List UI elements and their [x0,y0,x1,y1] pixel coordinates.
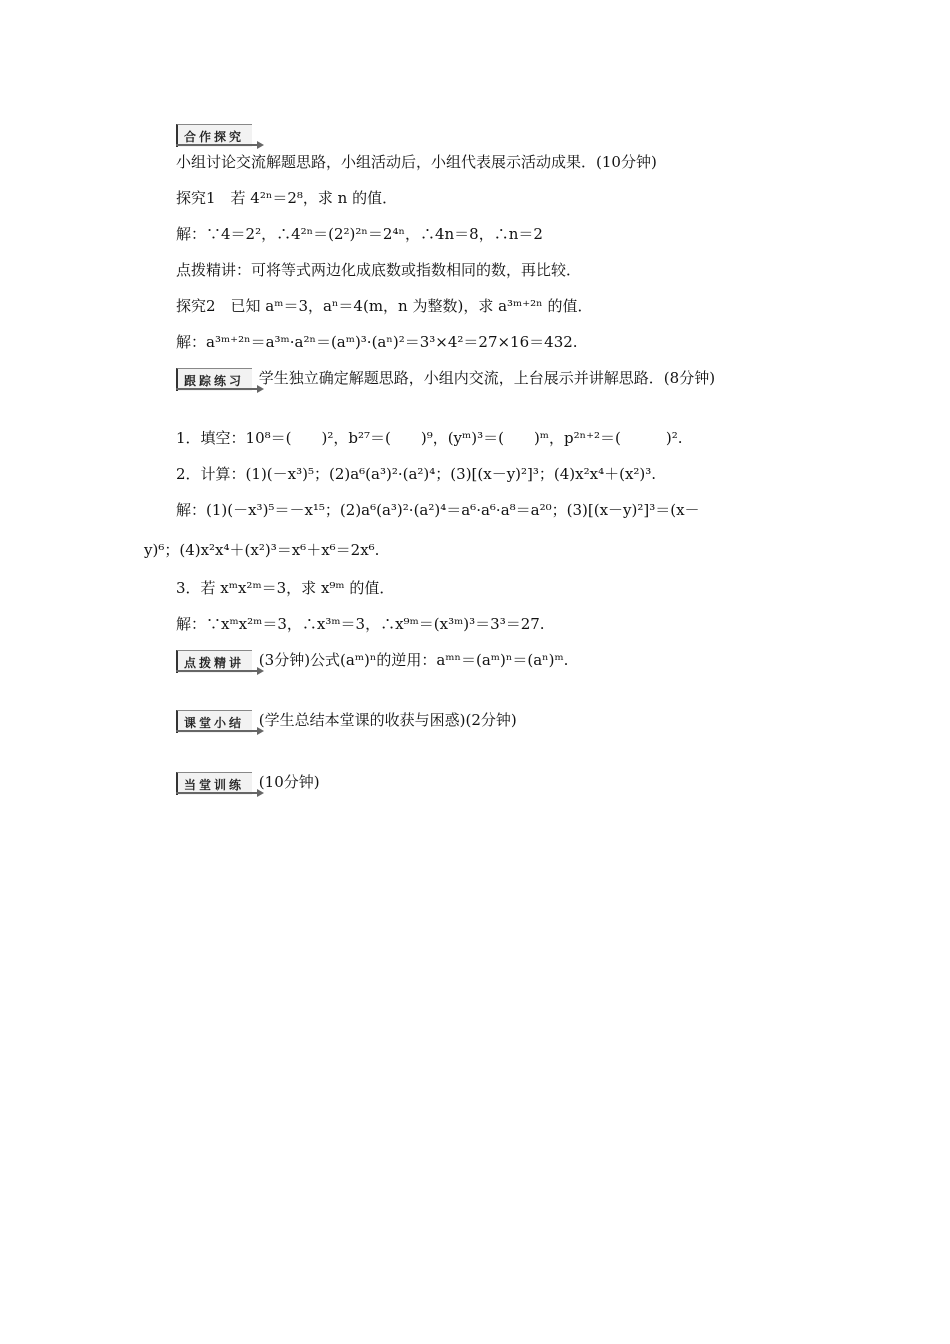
section-label-hezuo: 合作探究 [176,124,254,146]
section-label-dianbo: 点拨精讲 [176,650,252,672]
dianbo-text: (3分钟)公式(aᵐ)ⁿ的逆用：aᵐⁿ＝(aᵐ)ⁿ＝(aⁿ)ᵐ. [258,651,569,669]
exercise-2-solution-line2: y)⁶；(4)x²x⁴＋(x²)³＝x⁶＋x⁶＝2x⁶. [144,541,380,559]
section-label-ketang: 课堂小结 [176,710,252,732]
exercise-3: 3．若 xᵐx²ᵐ＝3，求 x⁹ᵐ 的值． [176,579,395,597]
dianbo-line [176,650,568,672]
exercise-3-solution: 解：∵xᵐx²ᵐ＝3，∴x³ᵐ＝3，∴x⁹ᵐ＝(x³ᵐ)³＝3³＝27. [176,615,545,633]
genzong-text: 学生独立确定解题思路，小组内交流，上台展示并讲解思路．(8分钟) [258,369,716,387]
explore1-solution: 解：∵4＝2²，∴4²ⁿ＝(2²)²ⁿ＝2⁴ⁿ，∴4n＝8，∴n＝2 [176,225,543,243]
explore1-question: 探究1 若 4²ⁿ＝2⁸，求 n 的值． [176,189,398,207]
dangtang-text: (10分钟) [258,773,320,791]
ketang-line [176,710,517,732]
section-label-genzong: 跟踪练习 [176,368,252,390]
dangtang-line [176,772,320,794]
explore1-tip: 点拨精讲：可将等式两边化成底数或指数相同的数，再比较． [176,261,582,279]
ketang-text: (学生总结本堂课的收获与困惑)(2分钟) [258,711,517,729]
explore2-question: 探究2 已知 aᵐ＝3，aⁿ＝4(m，n 为整数)，求 a³ᵐ⁺²ⁿ 的值． [176,297,593,315]
section-label-dangtang: 当堂训练 [176,772,252,794]
explore2-solution: 解：a³ᵐ⁺²ⁿ＝a³ᵐ·a²ⁿ＝(aᵐ)³·(aⁿ)²＝3³×4²＝27×16＝432. [176,333,578,351]
exercise-2: 2．计算：(1)(－x³)⁵；(2)a⁶(a³)²·(a²)⁴；(3)[(x－y)²]³；(4)x²x⁴＋(x²)³. [176,465,657,483]
exercise-1: 1．填空：10⁸＝( )²，b²⁷＝( )⁹，(yᵐ)³＝( )ᵐ，p²ⁿ⁺²＝( )². [176,429,683,447]
intro-text: 小组讨论交流解题思路，小组活动后，小组代表展示活动成果．(10分钟) [176,153,657,171]
exercise-2-solution-line1: 解：(1)(－x³)⁵＝－x¹⁵；(2)a⁶(a³)²·(a²)⁴＝a⁶·a⁶·a⁸＝a²⁰；(3)[(x－y)²]³＝(x－ [176,501,700,519]
genzong-line [176,368,715,390]
